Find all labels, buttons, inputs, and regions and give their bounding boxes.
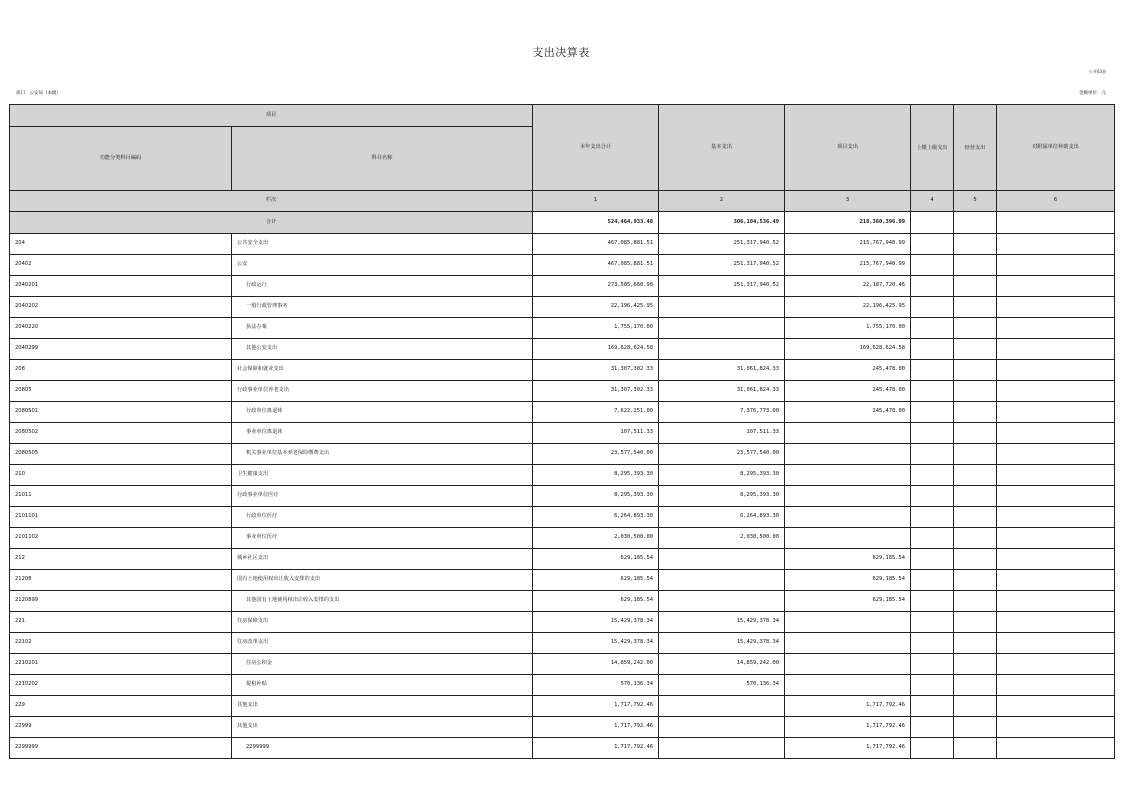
row-project: 1,717,792.46 — [785, 738, 911, 759]
row-basic: 251,317,940.52 — [659, 276, 785, 297]
row-name: 行政单位离退休 — [232, 402, 533, 423]
header-code: 功能分类科目编码 — [10, 127, 232, 191]
table-row — [10, 381, 1115, 402]
row-total: 1,717,792.46 — [533, 696, 659, 717]
row-upload — [911, 570, 954, 591]
row-total: 8,295,393.30 — [533, 486, 659, 507]
row-name: 国有土地使用权出让收入安排的支出 — [232, 570, 533, 591]
row-total: 629,185.54 — [533, 591, 659, 612]
row-code: 22102 — [10, 633, 232, 654]
row-basic: 251,317,940.52 — [659, 255, 785, 276]
row-code: 2040220 — [10, 318, 232, 339]
row-upload — [911, 423, 954, 444]
row-subsidy — [997, 696, 1115, 717]
row-total: 7,622,251.00 — [533, 402, 659, 423]
row-upload — [911, 276, 954, 297]
row-project: 245,478.00 — [785, 381, 911, 402]
header-business: 经营支出 — [954, 105, 997, 191]
row-basic: 251,317,940.52 — [659, 234, 785, 255]
row-business — [954, 255, 997, 276]
row-upload — [911, 234, 954, 255]
row-name: 机关事业单位基本养老保险缴费支出 — [232, 444, 533, 465]
row-code: 22999 — [10, 717, 232, 738]
summary-basic: 306,104,536.49 — [659, 212, 785, 234]
row-project — [785, 528, 911, 549]
summary-project: 218,360,396.99 — [785, 212, 911, 234]
row-business — [954, 444, 997, 465]
table-row — [10, 465, 1115, 486]
row-business — [954, 633, 997, 654]
row-project: 245,478.00 — [785, 360, 911, 381]
row-basic: 23,577,540.00 — [659, 444, 785, 465]
row-upload — [911, 444, 954, 465]
row-subsidy — [997, 255, 1115, 276]
row-project: 169,628,624.58 — [785, 339, 911, 360]
row-code: 20402 — [10, 255, 232, 276]
row-project: 1,717,792.46 — [785, 717, 911, 738]
row-total: 15,429,378.34 — [533, 612, 659, 633]
header-project: 项目 — [10, 105, 533, 127]
table-row — [10, 423, 1115, 444]
row-project: 215,767,940.99 — [785, 255, 911, 276]
row-subsidy — [997, 591, 1115, 612]
row-business — [954, 570, 997, 591]
row-subsidy — [997, 675, 1115, 696]
table-row — [10, 486, 1115, 507]
row-total: 1,755,170.00 — [533, 318, 659, 339]
table-row — [10, 528, 1115, 549]
row-project — [785, 444, 911, 465]
row-basic: 2,030,500.00 — [659, 528, 785, 549]
row-name: 2299999 — [232, 738, 533, 759]
row-project: 1,717,792.46 — [785, 696, 911, 717]
row-total: 8,295,393.30 — [533, 465, 659, 486]
row-subsidy — [997, 528, 1115, 549]
table-row — [10, 591, 1115, 612]
row-subsidy — [997, 549, 1115, 570]
summary-total: 524,464,933.48 — [533, 212, 659, 234]
row-basic — [659, 318, 785, 339]
row-upload — [911, 591, 954, 612]
row-code: 2040202 — [10, 297, 232, 318]
row-business — [954, 717, 997, 738]
currency-unit-label: 金额单位：元 — [1079, 91, 1106, 96]
header-seq-1: 1 — [533, 191, 659, 212]
row-name: 其他支出 — [232, 717, 533, 738]
row-total: 31,307,302.33 — [533, 360, 659, 381]
row-business — [954, 675, 997, 696]
row-business — [954, 465, 997, 486]
row-project: 22,187,720.46 — [785, 276, 911, 297]
row-business — [954, 507, 997, 528]
row-business — [954, 612, 997, 633]
row-total: 23,577,540.00 — [533, 444, 659, 465]
row-project — [785, 465, 911, 486]
row-upload — [911, 696, 954, 717]
table-row — [10, 696, 1115, 717]
row-subsidy — [997, 465, 1115, 486]
table-row — [10, 633, 1115, 654]
summary-business — [954, 212, 997, 234]
row-name: 执法办案 — [232, 318, 533, 339]
row-upload — [911, 318, 954, 339]
row-name: 行政事业单位养老支出 — [232, 381, 533, 402]
row-basic — [659, 297, 785, 318]
table-row — [10, 297, 1115, 318]
row-name: 住房公积金 — [232, 654, 533, 675]
table-row — [10, 444, 1115, 465]
table-row — [10, 234, 1115, 255]
row-upload — [911, 633, 954, 654]
row-basic: 31,061,824.33 — [659, 360, 785, 381]
table-row — [10, 549, 1115, 570]
row-subsidy — [997, 318, 1115, 339]
row-upload — [911, 402, 954, 423]
header-basic: 基本支出 — [659, 105, 785, 191]
row-code: 21208 — [10, 570, 232, 591]
row-upload — [911, 360, 954, 381]
row-business — [954, 276, 997, 297]
row-basic: 31,061,824.33 — [659, 381, 785, 402]
row-name: 其他国有土地使用权出让收入安排的支出 — [232, 591, 533, 612]
row-name: 公共安全支出 — [232, 234, 533, 255]
row-code: 2120899 — [10, 591, 232, 612]
row-project: 629,185.54 — [785, 549, 911, 570]
row-name: 公安 — [232, 255, 533, 276]
row-code: 2101102 — [10, 528, 232, 549]
row-subsidy — [997, 507, 1115, 528]
row-upload — [911, 549, 954, 570]
row-basic: 7,376,773.00 — [659, 402, 785, 423]
row-upload — [911, 612, 954, 633]
row-business — [954, 381, 997, 402]
row-business — [954, 234, 997, 255]
header-upload: 上缴上级支出 — [911, 105, 954, 191]
row-total: 6,264,893.30 — [533, 507, 659, 528]
row-business — [954, 423, 997, 444]
page-title: 支出决算表 — [532, 46, 590, 59]
row-subsidy — [997, 297, 1115, 318]
row-basic — [659, 696, 785, 717]
row-subsidy — [997, 633, 1115, 654]
row-subsidy — [997, 339, 1115, 360]
header-seq-4: 4 — [911, 191, 954, 212]
row-total: 467,085,881.51 — [533, 255, 659, 276]
row-name: 社会保障和就业支出 — [232, 360, 533, 381]
header-total: 本年支出合计 — [533, 105, 659, 191]
row-business — [954, 339, 997, 360]
row-subsidy — [997, 717, 1115, 738]
row-name: 事业单位医疗 — [232, 528, 533, 549]
row-upload — [911, 381, 954, 402]
row-code: 2080501 — [10, 402, 232, 423]
table-row — [10, 360, 1115, 381]
row-basic — [659, 339, 785, 360]
row-project: 22,196,425.95 — [785, 297, 911, 318]
table-row — [10, 738, 1115, 759]
row-subsidy — [997, 234, 1115, 255]
row-business — [954, 528, 997, 549]
row-total: 1,717,792.46 — [533, 738, 659, 759]
row-subsidy — [997, 738, 1115, 759]
row-name: 住房改革支出 — [232, 633, 533, 654]
row-upload — [911, 465, 954, 486]
row-total: 629,185.54 — [533, 570, 659, 591]
row-basic: 570,136.34 — [659, 675, 785, 696]
form-number: 公开03表 — [1088, 69, 1106, 74]
row-basic — [659, 549, 785, 570]
row-subsidy — [997, 402, 1115, 423]
header-seq-3: 3 — [785, 191, 911, 212]
row-business — [954, 486, 997, 507]
row-code: 229 — [10, 696, 232, 717]
summary-label: 合计 — [10, 212, 533, 234]
row-code: 20805 — [10, 381, 232, 402]
row-project — [785, 633, 911, 654]
row-total: 14,859,242.00 — [533, 654, 659, 675]
row-name: 行政单位医疗 — [232, 507, 533, 528]
row-business — [954, 549, 997, 570]
row-business — [954, 297, 997, 318]
expenditure-table — [9, 104, 1115, 759]
row-name: 事业单位离退休 — [232, 423, 533, 444]
row-project: 629,185.54 — [785, 591, 911, 612]
row-business — [954, 738, 997, 759]
row-project — [785, 675, 911, 696]
row-total: 31,307,302.33 — [533, 381, 659, 402]
row-business — [954, 360, 997, 381]
row-project — [785, 423, 911, 444]
row-business — [954, 591, 997, 612]
row-code: 2210202 — [10, 675, 232, 696]
row-code: 21011 — [10, 486, 232, 507]
row-basic — [659, 591, 785, 612]
row-code: 208 — [10, 360, 232, 381]
row-upload — [911, 654, 954, 675]
row-subsidy — [997, 444, 1115, 465]
row-name: 卫生健康支出 — [232, 465, 533, 486]
row-basic — [659, 570, 785, 591]
row-total: 22,196,425.95 — [533, 297, 659, 318]
row-subsidy — [997, 360, 1115, 381]
row-basic: 107,511.33 — [659, 423, 785, 444]
department-label: 部门：公安局（本级） — [16, 91, 61, 96]
row-name: 城乡社区支出 — [232, 549, 533, 570]
row-total: 15,429,378.34 — [533, 633, 659, 654]
row-upload — [911, 675, 954, 696]
row-code: 2040299 — [10, 339, 232, 360]
row-upload — [911, 486, 954, 507]
row-code: 2080502 — [10, 423, 232, 444]
row-name: 其他支出 — [232, 696, 533, 717]
row-total: 570,136.34 — [533, 675, 659, 696]
row-basic: 8,295,393.30 — [659, 465, 785, 486]
header-name: 科目名称 — [232, 127, 533, 191]
row-basic: 15,429,378.34 — [659, 633, 785, 654]
row-basic: 6,264,893.30 — [659, 507, 785, 528]
row-basic: 14,859,242.00 — [659, 654, 785, 675]
row-subsidy — [997, 654, 1115, 675]
row-project: 215,767,940.99 — [785, 234, 911, 255]
row-name: 其他公安支出 — [232, 339, 533, 360]
row-code: 2210201 — [10, 654, 232, 675]
table-row — [10, 402, 1115, 423]
summary-upload — [911, 212, 954, 234]
row-name: 提租补贴 — [232, 675, 533, 696]
row-name: 一般行政管理事务 — [232, 297, 533, 318]
row-basic — [659, 738, 785, 759]
table-row — [10, 339, 1115, 360]
row-subsidy — [997, 276, 1115, 297]
row-basic: 8,295,393.30 — [659, 486, 785, 507]
row-upload — [911, 717, 954, 738]
header-seq-2: 2 — [659, 191, 785, 212]
row-total: 107,511.33 — [533, 423, 659, 444]
row-business — [954, 696, 997, 717]
row-business — [954, 318, 997, 339]
row-upload — [911, 738, 954, 759]
row-project: 629,185.54 — [785, 570, 911, 591]
row-subsidy — [997, 423, 1115, 444]
row-subsidy — [997, 612, 1115, 633]
row-name: 行政事业单位医疗 — [232, 486, 533, 507]
header-seq-5: 5 — [954, 191, 997, 212]
row-upload — [911, 297, 954, 318]
row-business — [954, 402, 997, 423]
table-row — [10, 654, 1115, 675]
row-basic: 15,429,378.34 — [659, 612, 785, 633]
row-upload — [911, 507, 954, 528]
row-code: 2299999 — [10, 738, 232, 759]
table-row — [10, 570, 1115, 591]
row-upload — [911, 528, 954, 549]
table-row — [10, 255, 1115, 276]
row-total: 467,085,881.51 — [533, 234, 659, 255]
table-row — [10, 612, 1115, 633]
row-project — [785, 612, 911, 633]
row-total: 169,628,624.58 — [533, 339, 659, 360]
row-total: 2,030,500.00 — [533, 528, 659, 549]
row-code: 204 — [10, 234, 232, 255]
table-row — [10, 675, 1115, 696]
row-subsidy — [997, 570, 1115, 591]
row-basic — [659, 717, 785, 738]
row-project: 1,755,170.00 — [785, 318, 911, 339]
row-upload — [911, 339, 954, 360]
header-subsidy: 对附属单位补助支出 — [997, 105, 1115, 191]
row-name: 住房保障支出 — [232, 612, 533, 633]
summary-row — [10, 212, 1115, 234]
row-business — [954, 654, 997, 675]
header-seq-label: 栏次 — [10, 191, 533, 212]
row-code: 2080505 — [10, 444, 232, 465]
row-project — [785, 507, 911, 528]
row-project — [785, 654, 911, 675]
row-code: 2040201 — [10, 276, 232, 297]
row-code: 221 — [10, 612, 232, 633]
row-code: 2101101 — [10, 507, 232, 528]
row-subsidy — [997, 486, 1115, 507]
row-total: 1,717,792.46 — [533, 717, 659, 738]
row-total: 273,505,660.98 — [533, 276, 659, 297]
row-code: 212 — [10, 549, 232, 570]
row-project — [785, 486, 911, 507]
row-project: 245,478.00 — [785, 402, 911, 423]
row-total: 629,185.54 — [533, 549, 659, 570]
table-row — [10, 717, 1115, 738]
table-row — [10, 507, 1115, 528]
row-code: 210 — [10, 465, 232, 486]
summary-subsidy — [997, 212, 1115, 234]
table-row — [10, 276, 1115, 297]
header-seq-6: 6 — [997, 191, 1115, 212]
header-project-expenditure: 项目支出 — [785, 105, 911, 191]
row-name: 行政运行 — [232, 276, 533, 297]
row-subsidy — [997, 381, 1115, 402]
table-row — [10, 318, 1115, 339]
row-upload — [911, 255, 954, 276]
